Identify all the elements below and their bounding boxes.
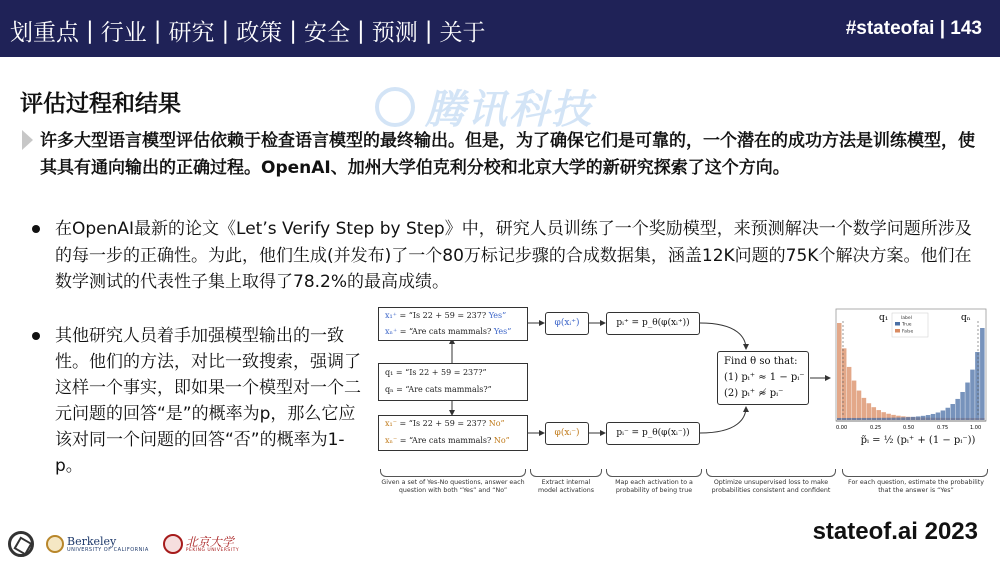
hist-bar-true [950, 404, 955, 420]
objective-title: Find θ so that: [724, 356, 798, 367]
hist-bar-true [837, 418, 842, 420]
bullet-dot-icon [32, 225, 40, 233]
brace [530, 469, 602, 477]
bullet-text: 在OpenAI最新的论文《Let’s Verify Step by Step》中，研究人员训练了一个奖励模型，来预测解决一个数学问题所涉及的每一步的正确性。为此，他们生成(并发布)了一个80万标记步骤的合成数据集，涵盖12K问题的75K个解决方案。他们在数学测试的代表性子集上取得了78.2%的最高成绩。 [55, 219, 972, 292]
objective-consistency: (1) pᵢ⁺ ≈ 1 − pᵢ⁻ [724, 372, 805, 383]
caption-step-4: Optimize unsupervised loss to make probabilities consistent and confident [711, 479, 831, 494]
nav-item-about[interactable]: 关于 [439, 20, 486, 46]
footer-brand: stateof.ai 2023 [812, 518, 978, 545]
arrow-marker-icon [22, 130, 33, 150]
hist-bar-false [842, 348, 847, 420]
hist-bar-false [862, 398, 867, 420]
nav-separator: | [153, 17, 162, 44]
nav-separator: | [289, 17, 297, 44]
marker-qn: qₙ [961, 313, 971, 323]
legend-swatch-true [895, 322, 900, 326]
hist-bar-false [837, 323, 842, 420]
pku-logo [163, 534, 239, 554]
hist-bar-true [975, 352, 980, 420]
hist-bar-true [926, 415, 931, 420]
question-1: q₁ = “Is 22 + 59 = 237?” [385, 368, 487, 377]
hist-bar-true [862, 418, 867, 420]
brace [380, 469, 526, 477]
pku-wordmark: 北京大学 [185, 534, 234, 549]
nav-item-politics[interactable]: 政策 [236, 20, 283, 46]
hist-bar-true [946, 408, 951, 420]
hist-bar-true [965, 383, 970, 420]
hist-bar-true [891, 418, 896, 420]
hist-bar-false [852, 381, 857, 420]
hist-bar-true [931, 414, 936, 420]
hist-bar-true [852, 418, 857, 420]
legend-true: True [902, 322, 912, 328]
watermark-text: 腾讯科技 [425, 87, 593, 133]
hist-bar-true [911, 417, 916, 420]
neg-var-n: xₙ⁻ [385, 436, 398, 445]
berkeley-logo [46, 535, 149, 553]
hist-bar-true [960, 392, 965, 420]
brace [606, 469, 702, 477]
bullet-item [55, 323, 370, 479]
hist-bar-false [857, 391, 862, 420]
section-nav [10, 14, 486, 47]
p-positive-box: pᵢ⁺ = p_θ(φ(xᵢ⁺)) [606, 312, 700, 335]
berkeley-seal-icon [46, 535, 64, 553]
pos-var-n: xₙ⁺ [385, 327, 398, 336]
pos-var-1: x₁⁺ [385, 311, 397, 320]
negative-prompts-box [378, 415, 528, 451]
caption-step-2: Extract internal model activations [537, 479, 595, 494]
positive-prompts-box [378, 307, 528, 341]
legend-title: label [901, 316, 912, 321]
neg-text-1: = “Is 22 + 59 = 237? [399, 419, 487, 428]
hist-bar-true [970, 370, 975, 420]
hist-bar-false [867, 403, 872, 420]
nav-separator: | [357, 17, 365, 44]
marker-q1: q₁ [879, 313, 889, 323]
slide-badge: #stateofai | 143 [845, 18, 982, 39]
neg-answer-1: No” [488, 419, 505, 428]
logos-row [8, 531, 239, 557]
caption-step-1: Given a set of Yes-No questions, answer each question with both “Yes” and “No” [381, 479, 525, 494]
question-n: qₙ = “Are cats mammals?” [385, 385, 492, 394]
penguin-icon [375, 87, 415, 127]
hist-bar-true [980, 328, 985, 420]
phi-positive-box: φ(xᵢ⁺) [545, 312, 589, 335]
neg-text-n: = “Are cats mammals? [399, 436, 492, 445]
hist-bar-true [901, 417, 906, 420]
pku-seal-icon [163, 534, 183, 554]
nav-separator: | [424, 17, 433, 44]
hist-bar-true [941, 410, 946, 420]
tick-75: 0.75 [937, 425, 949, 431]
bullet-dot-icon [32, 332, 40, 340]
bullet-item [55, 216, 985, 296]
page-title: 评估过程和结果 [20, 91, 181, 117]
hist-bar-true [886, 418, 891, 420]
hist-bar-true [936, 412, 941, 420]
objective-box [717, 351, 809, 405]
hist-bar-true [906, 417, 911, 420]
hist-bar-true [842, 418, 847, 420]
openai-logo-icon [8, 531, 34, 557]
tick-25: 0.25 [870, 425, 882, 431]
ccs-method-figure [378, 303, 990, 503]
objective-confidence: (2) pᵢ⁺ ≉ pᵢ⁻ [724, 388, 784, 399]
tick-100: 1.00 [970, 425, 982, 431]
p-negative-box: pᵢ⁻ = p_θ(φ(xᵢ⁻)) [606, 422, 700, 445]
hist-bar-true [916, 416, 921, 420]
hist-bar-true [872, 418, 877, 420]
tick-50: 0.50 [903, 425, 915, 431]
hist-bar-true [857, 418, 862, 420]
caption-step-3: Map each activation to a probability of being true [615, 479, 693, 494]
nav-item-industry[interactable]: 行业 [100, 20, 147, 46]
legend-false: False [902, 329, 914, 335]
hist-bar-true [881, 418, 886, 420]
hist-bar-true [847, 418, 852, 420]
caption-step-5: For each question, estimate the probability that the answer is “Yes” [848, 479, 984, 494]
brace [706, 469, 836, 477]
nav-separator: | [86, 17, 94, 44]
questions-box [378, 363, 528, 401]
pku-subtitle: PEKING UNIVERSITY [185, 547, 240, 553]
neg-answer-n: No” [493, 436, 510, 445]
hist-bar-false [847, 367, 852, 420]
nav-item-highlights[interactable]: 划重点 [10, 20, 79, 46]
pos-text-1: = “Is 22 + 59 = 237? [399, 311, 487, 320]
legend-swatch-false [895, 329, 900, 333]
nav-item-predictions[interactable]: 预测 [371, 20, 418, 46]
hist-bar-true [955, 399, 960, 420]
nav-item-safety[interactable]: 安全 [304, 20, 350, 46]
hist-bar-true [876, 418, 881, 420]
phi-negative-box: φ(xᵢ⁻) [545, 422, 589, 445]
pos-answer-1: Yes” [488, 311, 507, 320]
hist-bar-true [896, 418, 901, 420]
final-probability-formula: p̃ᵢ = ½ (pᵢ⁺ + (1 − pᵢ⁻)) [860, 435, 976, 446]
probability-histogram [832, 307, 990, 432]
berkeley-wordmark: Berkeley [67, 534, 117, 548]
pos-answer-n: Yes” [493, 327, 512, 336]
nav-separator: | [221, 17, 230, 44]
bullet-text: 其他研究人员着手加强模型输出的一致性。他们的方法，对比一致搜索，强调了这样一个事实，即如果一个模型对一个二元问题的回答“是”的概率为p，那么它应该对同一个问题的回答“否”的概率为1-p。 [55, 326, 361, 476]
nav-item-research[interactable]: 研究 [168, 20, 215, 46]
berkeley-subtitle: UNIVERSITY OF CALIFORNIA [67, 546, 149, 553]
neg-var-1: x₁⁻ [385, 419, 397, 428]
hist-bar-true [867, 418, 872, 420]
hist-bar-true [921, 416, 926, 420]
tick-0: 0.00 [836, 425, 848, 431]
watermark [375, 78, 593, 135]
pos-text-n: = “Are cats mammals? [399, 327, 492, 336]
brace [842, 469, 988, 477]
lead-paragraph: 许多大型语言模型评估依赖于检查语言模型的最终输出。但是，为了确保它们是可靠的，一个潜在的成功方法是训练模型，使其具有通向输出的正确过程。OpenAI、加州大学伯克利分校和北京大学的新研究探索了这个方向。 [40, 131, 975, 178]
top-nav-bar [0, 0, 1000, 57]
